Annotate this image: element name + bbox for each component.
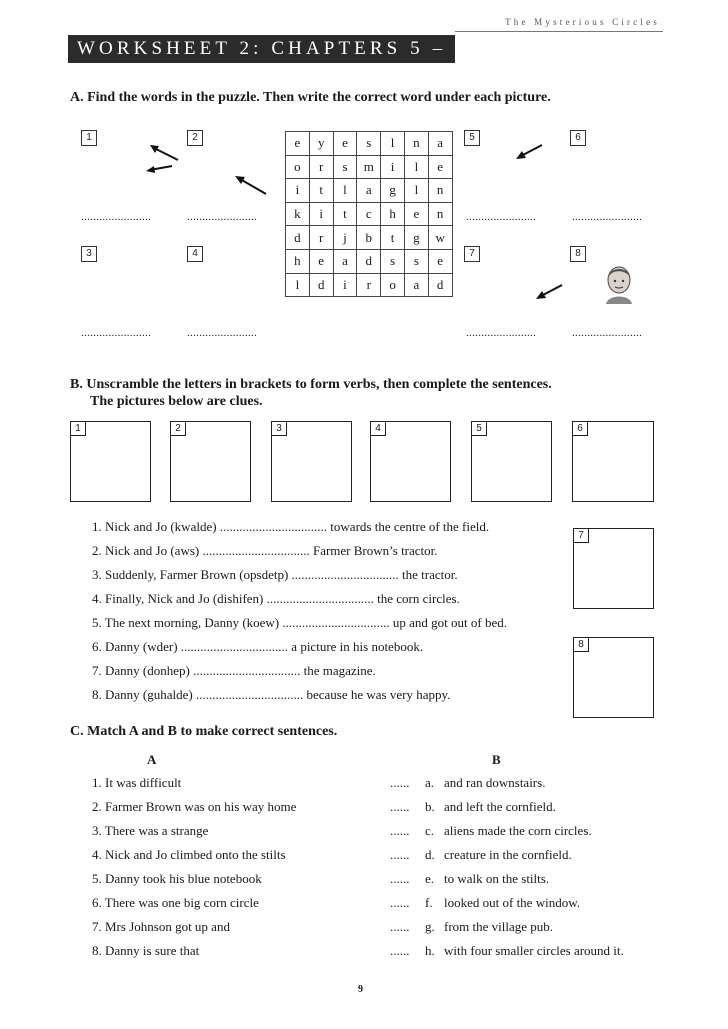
grid-letter[interactable]: e [428,249,452,273]
grid-letter[interactable]: t [381,226,405,250]
grid-letter[interactable]: j [333,226,357,250]
clue-box-number: 4 [370,421,386,436]
grid-letter[interactable]: t [333,202,357,226]
grid-letter[interactable]: t [309,179,333,203]
sentence-item: 3. Suddenly, Farmer Brown (opsdetp) ................................. the tractor. [92,567,458,582]
page-number: 9 [358,984,363,995]
section-c-heading: C. Match A and B to make correct sentences. [70,724,338,739]
match-b-text: aliens made the corn circles. [444,823,592,838]
match-b-letter: f. [425,895,433,910]
grid-letter[interactable]: i [309,202,333,226]
match-b-letter: h. [425,943,435,958]
grid-letter[interactable]: r [309,226,333,250]
grid-letter[interactable]: d [428,273,452,297]
puzzle-picture-number: 1 [81,130,97,146]
answer-blank[interactable]: ....................... [81,327,152,339]
grid-letter[interactable]: e [428,155,452,179]
face-picture [602,264,636,304]
match-row [92,823,692,841]
match-b-letter: g. [425,919,435,934]
answer-blank[interactable]: ....................... [187,327,258,339]
clue-picture-box [370,421,451,502]
grid-row [286,249,453,273]
clue-box-number: 1 [70,421,86,436]
grid-letter[interactable]: d [357,249,381,273]
match-a-text: 5. Danny took his blue notebook [92,871,262,886]
grid-letter[interactable]: w [428,226,452,250]
section-a-heading: A. Find the words in the puzzle. Then write the correct word under each picture. [70,90,551,105]
sentence-item: 8. Danny (guhalde) ................................. because he was very happy. [92,687,451,702]
grid-letter[interactable]: a [404,273,428,297]
grid-letter[interactable]: r [357,273,381,297]
grid-letter[interactable]: l [286,273,310,297]
answer-blank[interactable]: ....................... [81,211,152,223]
match-row [92,799,692,817]
grid-letter[interactable]: o [381,273,405,297]
left-arrow-icon [532,280,566,304]
section-b-subheading: The pictures below are clues. [90,394,263,409]
grid-letter[interactable]: l [404,155,428,179]
puzzle-picture-number: 3 [81,246,97,262]
clue-box-number: 7 [573,528,589,543]
grid-letter[interactable]: e [309,249,333,273]
grid-letter[interactable]: d [286,226,310,250]
clue-box-number: 5 [471,421,487,436]
match-row [92,871,692,889]
match-answer-blank[interactable]: ...... [390,871,410,886]
grid-letter[interactable]: i [333,273,357,297]
grid-row [286,273,453,297]
grid-row [286,202,453,226]
grid-letter[interactable]: s [404,249,428,273]
match-b-text: and left the cornfield. [444,799,556,814]
clue-picture-box [573,637,654,718]
grid-letter[interactable]: a [357,179,381,203]
puzzle-picture-number: 6 [570,130,586,146]
sentence-item: 2. Nick and Jo (aws) ................................. Farmer Brown’s tractor. [92,543,438,558]
answer-blank[interactable]: ....................... [187,211,258,223]
match-b-letter: b. [425,799,435,814]
clue-box-number: 8 [573,637,589,652]
word-puzzle-grid [285,131,453,297]
clue-box-number: 2 [170,421,186,436]
match-answer-blank[interactable]: ...... [390,775,410,790]
match-b-letter: d. [425,847,435,862]
match-row [92,895,692,913]
clue-picture-box [471,421,552,502]
grid-letter[interactable]: s [357,132,381,156]
sentence-item: 5. The next morning, Danny (koew) ................................. up and got out of bed. [92,615,507,630]
sentence-item: 7. Danny (donhep) ................................. the magazine. [92,663,376,678]
clue-picture-box [70,421,151,502]
match-answer-blank[interactable]: ...... [390,799,410,814]
match-a-text: 1. It was difficult [92,775,182,790]
grid-letter[interactable]: e [404,202,428,226]
grid-letter[interactable]: n [428,179,452,203]
grid-letter[interactable]: h [381,202,405,226]
match-b-text: with four smaller circles around it. [444,943,624,958]
answer-blank[interactable]: ....................... [572,211,643,223]
sentence-item: 6. Danny (wder) ................................. a picture in his notebook. [92,639,424,654]
match-answer-blank[interactable]: ...... [390,943,410,958]
left-arrow-icon [230,172,272,200]
match-a-text: 8. Danny is sure that [92,943,200,958]
running-head: The Mysterious Circles [505,17,660,27]
grid-letter[interactable]: l [333,179,357,203]
clue-picture-box [573,528,654,609]
grid-letter[interactable]: n [428,202,452,226]
match-answer-blank[interactable]: ...... [390,919,410,934]
match-row [92,847,692,865]
clue-picture-box [271,421,352,502]
grid-letter[interactable]: y [309,132,333,156]
match-b-letter: a. [425,775,435,790]
grid-letter[interactable]: h [286,249,310,273]
match-b-letter: e. [425,871,435,886]
sentence-item: 4. Finally, Nick and Jo (dishifen) ................................. the corn circles. [92,591,460,606]
grid-letter[interactable]: n [404,132,428,156]
match-row [92,919,692,937]
left-arrow-icon [140,140,190,178]
match-a-text: 7. Mrs Johnson got up and [92,919,230,934]
grid-letter[interactable]: d [309,273,333,297]
puzzle-picture-number: 7 [464,246,480,262]
grid-letter[interactable]: c [357,202,381,226]
worksheet-title: WORKSHEET 2: CHAPTERS 5 – 8 [77,38,469,59]
clue-picture-box [170,421,251,502]
grid-letter[interactable]: g [404,226,428,250]
match-answer-blank[interactable]: ...... [390,823,410,838]
match-a-text: 3. There was a strange [92,823,209,838]
answer-blank[interactable]: ....................... [466,327,537,339]
grid-row [286,226,453,250]
match-b-text: creature in the cornfield. [444,847,572,862]
match-a-text: 4. Nick and Jo climbed onto the stilts [92,847,286,862]
grid-letter[interactable]: e [333,132,357,156]
match-b-text: from the village pub. [444,919,554,934]
section-b-heading: B. Unscramble the letters in brackets to form verbs, then complete the sentences. [70,377,552,392]
column-a-label: A [147,752,157,767]
puzzle-picture-number: 2 [187,130,203,146]
match-row [92,775,692,793]
grid-letter[interactable]: l [381,132,405,156]
clue-box-number: 3 [271,421,287,436]
match-answer-blank[interactable]: ...... [390,895,410,910]
answer-blank[interactable]: ....................... [466,211,537,223]
column-b-label: B [492,752,501,767]
sentence-item: 1. Nick and Jo (kwalde) ................................. towards the centre of the field. [92,519,490,534]
grid-row [286,155,453,179]
grid-letter[interactable]: e [286,132,310,156]
grid-letter[interactable]: b [357,226,381,250]
clue-picture-box [572,421,654,502]
grid-row [286,179,453,203]
grid-letter[interactable]: g [381,179,405,203]
match-answer-blank[interactable]: ...... [390,847,410,862]
answer-blank[interactable]: ....................... [572,327,643,339]
match-b-text: looked out of the window. [444,895,580,910]
grid-letter[interactable]: l [404,179,428,203]
puzzle-picture-number: 4 [187,246,203,262]
puzzle-picture-number: 5 [464,130,480,146]
grid-letter[interactable]: k [286,202,310,226]
left-arrow-icon [512,140,546,164]
match-a-text: 6. There was one big corn circle [92,895,259,910]
grid-letter[interactable]: o [286,155,310,179]
grid-letter[interactable]: a [428,132,452,156]
grid-letter[interactable]: i [286,179,310,203]
grid-letter[interactable]: i [381,155,405,179]
clue-box-number: 6 [572,421,588,436]
grid-letter[interactable]: m [357,155,381,179]
grid-letter[interactable]: a [333,249,357,273]
match-a-text: 2. Farmer Brown was on his way home [92,799,297,814]
grid-row [286,132,453,156]
header-rule [455,31,663,32]
grid-letter[interactable]: r [309,155,333,179]
match-b-text: to walk on the stilts. [444,871,550,886]
puzzle-picture-number: 8 [570,246,586,262]
match-row [92,943,692,961]
match-b-letter: c. [425,823,435,838]
grid-letter[interactable]: s [333,155,357,179]
match-b-text: and ran downstairs. [444,775,546,790]
grid-letter[interactable]: s [381,249,405,273]
